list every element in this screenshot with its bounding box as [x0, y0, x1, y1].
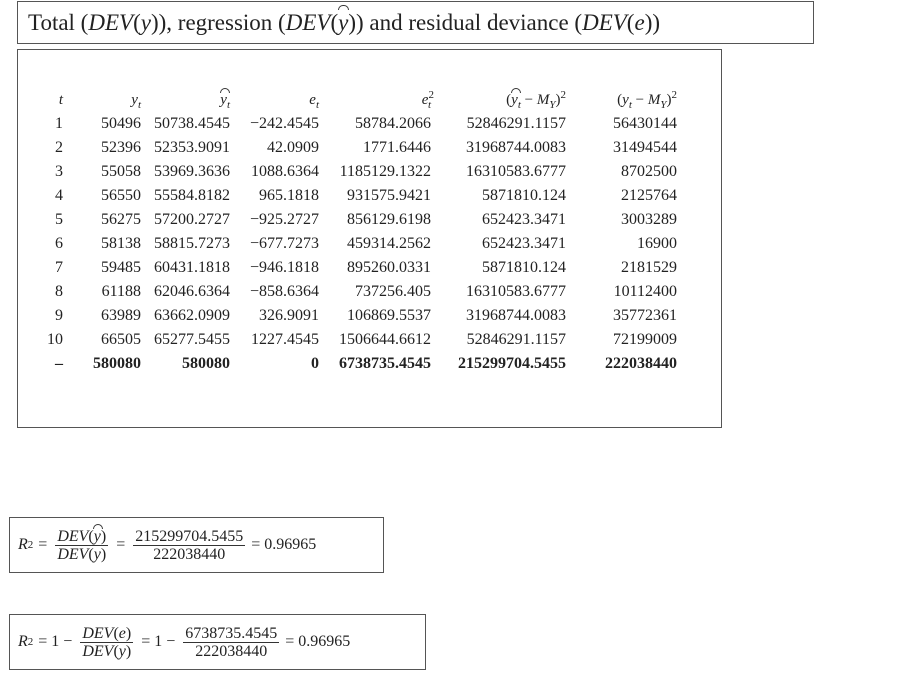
cell-regression-dev: 52846291.1157	[466, 331, 566, 348]
cell-e-squared: 106869.5537	[347, 307, 431, 324]
fraction-denominator: DEV(y)	[82, 642, 132, 660]
header-y-minus-mean-sq: $(y_t - M_Y)^2$	[617, 88, 677, 111]
cell-y: 55058	[101, 163, 141, 180]
cell-e-squared: 1185129.1322	[339, 163, 431, 180]
table-row	[18, 304, 677, 328]
cell-t: 3	[55, 163, 63, 180]
cell-yhat: 63662.0909	[154, 307, 230, 324]
cell-regression-dev: 31968744.0083	[466, 307, 566, 324]
cell-y: 66505	[101, 331, 141, 348]
title-dev-3: DEV	[582, 9, 627, 35]
header-e: $e_t$	[309, 91, 319, 111]
cell-total-dev: 35772361	[613, 307, 677, 324]
cell-t: 8	[55, 283, 63, 300]
title-yhat: y	[338, 9, 349, 35]
title-y: y	[140, 9, 151, 35]
total-e-squared: 6738735.4545	[339, 355, 431, 372]
cell-e-squared: 459314.2562	[347, 235, 431, 252]
title-text-3: ) and residual deviance (	[356, 9, 583, 35]
cell-yhat: 52353.9091	[154, 139, 230, 156]
fraction-numerator: DEV(e)	[82, 624, 132, 642]
r-symbol: R	[18, 633, 28, 650]
cell-regression-dev: 16310583.6777	[466, 163, 566, 180]
cell-total-dev: 10112400	[613, 283, 677, 300]
header-t: t	[58, 91, 63, 108]
header-y: $y_t$	[131, 91, 141, 111]
cell-y: 50496	[101, 115, 141, 132]
cell-e: −946.1818	[249, 259, 319, 276]
title-dev-1: DEV	[88, 9, 134, 35]
cell-t: 4	[55, 187, 63, 204]
cell-yhat: 58815.7273	[154, 235, 230, 252]
cell-y: 56550	[101, 187, 141, 204]
cell-e-squared: 1506644.6612	[339, 331, 431, 348]
cell-e: −677.7273	[249, 235, 319, 252]
cell-e: 1227.4545	[251, 331, 319, 348]
title-e: e	[634, 9, 645, 35]
cell-regression-dev: 31968744.0083	[466, 139, 566, 156]
total-yhat: 580080	[182, 355, 230, 372]
fraction-denominator: DEV(y)	[57, 545, 107, 563]
equals-sign: =	[116, 536, 126, 553]
numeric-fraction	[183, 625, 279, 660]
cell-t: 10	[47, 331, 63, 348]
cell-total-dev: 8702500	[621, 163, 677, 180]
cell-e-squared: 737256.405	[355, 283, 431, 300]
cell-y: 58138	[101, 235, 141, 252]
table-row	[18, 280, 677, 304]
cell-total-dev: 31494544	[613, 139, 677, 156]
header-e-squared: $e^2_t$	[421, 88, 434, 111]
numeric-numerator: 6738735.4545	[185, 624, 278, 642]
deviance-ratio-fraction	[80, 625, 133, 660]
table-totals-row	[18, 352, 677, 376]
r-squared-result: = 0.96965	[285, 633, 351, 650]
cell-e-squared: 895260.0331	[347, 259, 431, 276]
deviance-ratio-fraction	[55, 528, 108, 563]
cell-total-dev: 2125764	[621, 187, 677, 204]
table-row	[18, 136, 677, 160]
cell-regression-dev: 16310583.6777	[466, 283, 566, 300]
cell-yhat: 55584.8182	[154, 187, 230, 204]
total-regression-dev: 215299704.5455	[458, 355, 566, 372]
cell-y: 63989	[101, 307, 141, 324]
deviance-table-box	[17, 49, 722, 428]
table-row	[18, 232, 677, 256]
total-t: –	[55, 355, 63, 372]
header-yhat-minus-mean-sq: $(y_t - M_Y)^2$	[506, 88, 566, 111]
numeric-numerator: 215299704.5455	[135, 527, 244, 545]
cell-regression-dev: 5871810.124	[482, 187, 566, 204]
table-header-row	[18, 88, 677, 112]
cell-regression-dev: 5871810.124	[482, 259, 566, 276]
header-yhat: $y_t$	[220, 91, 230, 111]
cell-total-dev: 56430144	[613, 115, 677, 132]
cell-yhat: 62046.6364	[154, 283, 230, 300]
cell-e-squared: 931575.9421	[347, 187, 431, 204]
cell-e: 326.9091	[259, 307, 319, 324]
cell-e: 965.1818	[259, 187, 319, 204]
cell-t: 1	[55, 115, 63, 132]
numeric-denominator: 222038440	[153, 545, 226, 563]
cell-total-dev: 16900	[637, 235, 677, 252]
table-row	[18, 328, 677, 352]
cell-yhat: 65277.5455	[154, 331, 230, 348]
cell-e-squared: 856129.6198	[347, 211, 431, 228]
cell-e-squared: 58784.2066	[355, 115, 431, 132]
cell-t: 7	[55, 259, 63, 276]
table-row	[18, 184, 677, 208]
title-text-4: )	[652, 9, 661, 35]
cell-e-squared: 1771.6446	[363, 139, 431, 156]
equals-sign: =	[38, 536, 48, 553]
numeric-denominator: 222038440	[195, 642, 268, 660]
r-squared-formula-1: R 2 = $\frac{\text{DEV(y)}}{\text{DEV(y)}}$ = $\frac{215299704.5455}{222038440}$ = 0.96965	[9, 517, 384, 573]
cell-t: 2	[55, 139, 63, 156]
title-text-1: Total (	[28, 9, 89, 35]
cell-regression-dev: 652423.3471	[482, 211, 566, 228]
deviance-table	[18, 88, 677, 376]
table-row	[18, 112, 677, 136]
one-minus: = 1 −	[38, 633, 73, 650]
title-box	[17, 1, 814, 44]
cell-yhat: 50738.4545	[154, 115, 230, 132]
cell-t: 6	[55, 235, 63, 252]
cell-e: 1088.6364	[251, 163, 319, 180]
table-row	[18, 160, 677, 184]
one-minus: = 1 −	[141, 633, 176, 650]
cell-t: 5	[55, 211, 63, 228]
title-text-2: ), regression (	[158, 9, 286, 35]
cell-total-dev: 3003289	[621, 211, 677, 228]
cell-y: 56275	[101, 211, 141, 228]
table-body	[18, 112, 677, 376]
table-row	[18, 208, 677, 232]
title-dev-2: DEV	[285, 9, 331, 35]
cell-e: 42.0909	[267, 139, 319, 156]
cell-regression-dev: 52846291.1157	[466, 115, 566, 132]
total-y: 580080	[93, 355, 141, 372]
cell-yhat: 60431.1818	[154, 259, 230, 276]
cell-y: 52396	[101, 139, 141, 156]
total-total-dev: 222038440	[605, 355, 677, 372]
r-symbol: R	[18, 536, 28, 553]
numeric-fraction	[133, 528, 245, 563]
cell-yhat: 57200.2727	[154, 211, 230, 228]
cell-regression-dev: 652423.3471	[482, 235, 566, 252]
cell-t: 9	[55, 307, 63, 324]
cell-e: −242.4545	[249, 115, 319, 132]
cell-y: 61188	[101, 283, 141, 300]
cell-total-dev: 2181529	[621, 259, 677, 276]
fraction-numerator: DEV(y)	[57, 527, 107, 545]
cell-e: −925.2727	[249, 211, 319, 228]
r-squared-formula-2: R 2 = 1 − $\frac{\text{DEV(e)}}{\text{DEV(y)}}$ = 1 − $\frac{6738735.4545}{222038440}$ = 0.96965	[9, 614, 426, 670]
page-title: Total (DEV(y)), regression (DEV(y)) and residual deviance (DEV(e))	[28, 9, 661, 35]
total-e: 0	[311, 355, 319, 372]
cell-total-dev: 72199009	[613, 331, 677, 348]
cell-e: −858.6364	[249, 283, 319, 300]
r-squared-result: = 0.96965	[251, 536, 317, 553]
cell-y: 59485	[101, 259, 141, 276]
table-row	[18, 256, 677, 280]
cell-yhat: 53969.3636	[154, 163, 230, 180]
